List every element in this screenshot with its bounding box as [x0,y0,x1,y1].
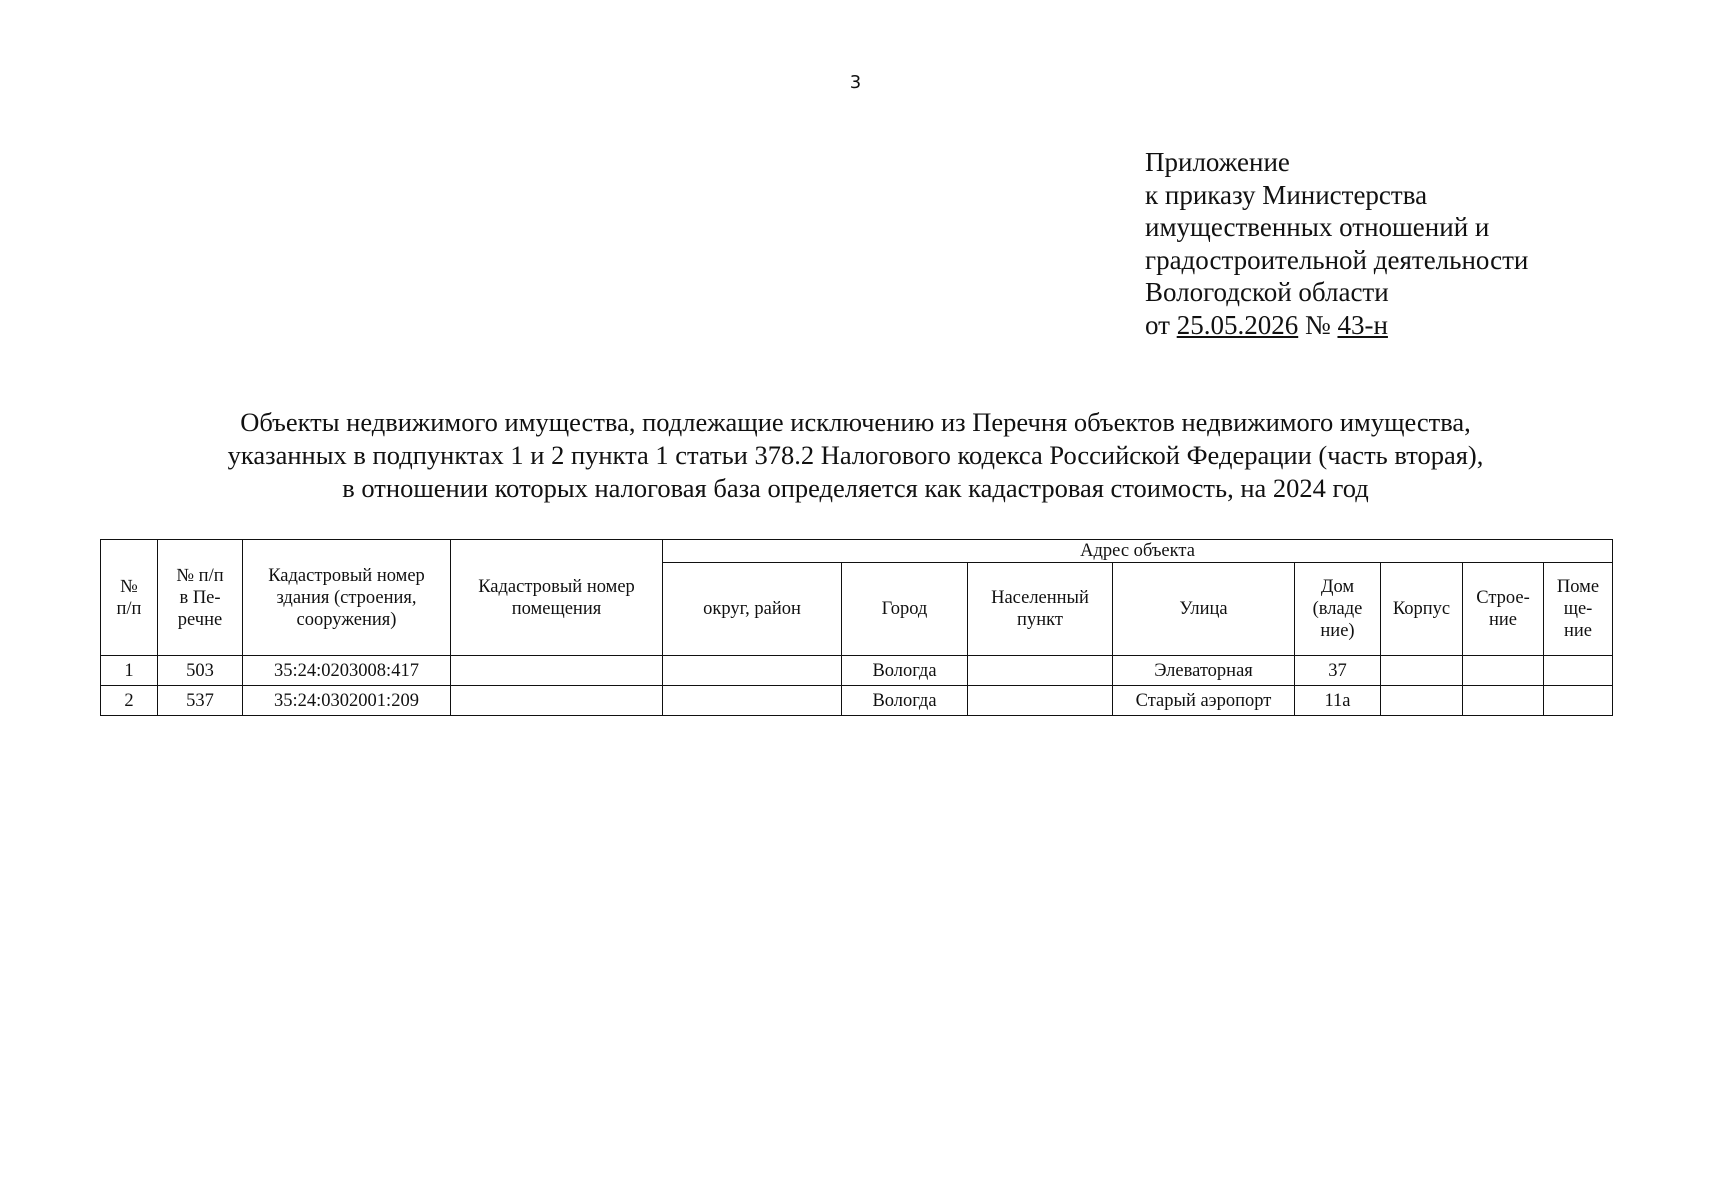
cell-pomeshchenie [1544,686,1613,716]
cell-num: 2 [101,686,158,716]
header-district: округ, район [663,563,842,656]
appendix-date-line [1145,309,1685,342]
cell-stroenie [1463,656,1544,686]
cell-building-cadastral: 35:24:0302001:209 [243,686,451,716]
date-prefix: от [1145,309,1177,340]
cell-house: 11а [1295,686,1381,716]
appendix-line: к приказу Министерства [1145,179,1428,210]
cell-korpus [1381,686,1463,716]
page-number: 3 [849,72,862,93]
table-row [101,686,1613,716]
header-city: Город [842,563,968,656]
header-korpus: Корпус [1381,563,1463,656]
cell-pomeshchenie [1544,656,1613,686]
cell-district [663,656,842,686]
header-stroenie: Строе- ние [1463,563,1544,656]
title-line: указанных в подпунктах 1 и 2 пункта 1 статьи 378.2 Налогового кодекса Российской Федерации (часть вторая), [227,440,1484,470]
cell-city: Вологда [842,686,968,716]
cell-num: 1 [101,656,158,686]
cell-district [663,686,842,716]
appendix-line: градостроительной деятельности [1145,244,1529,275]
header-settlement: Населенный пункт [968,563,1113,656]
title-line: Объекты недвижимого имущества, подлежащие исключению из Перечня объектов недвижимого имущества, [240,407,1471,437]
title-line: в отношении которых налоговая база определяется как кадастровая стоимость, на 2024 год [342,473,1369,503]
cell-house: 37 [1295,656,1381,686]
cell-city: Вологда [842,656,968,686]
objects-table [100,539,1613,716]
header-address-group: Адрес объекта [663,540,1613,563]
cell-street: Элеваторная [1113,656,1295,686]
cell-premises-cadastral [451,656,663,686]
appendix-block [1145,146,1685,341]
header-house: Дом (владе ние) [1295,563,1381,656]
appendix-line: Вологодской области [1145,277,1389,307]
cell-list-num: 503 [158,656,243,686]
header-num: № п/п [101,540,158,656]
header-pomeshchenie: Поме ще- ние [1544,563,1613,656]
cell-korpus [1381,656,1463,686]
cell-settlement [968,656,1113,686]
order-date: 25.05.2026 [1176,309,1299,340]
number-sign: № [1298,309,1338,340]
cell-list-num: 537 [158,686,243,716]
appendix-line: Приложение [1145,147,1290,177]
cell-premises-cadastral [451,686,663,716]
header-building-cadastral: Кадастровый номер здания (строения, сооружения) [243,540,451,656]
document-title [0,406,1711,505]
order-number: 43-н [1337,309,1388,340]
cell-building-cadastral: 35:24:0203008:417 [243,656,451,686]
appendix-line: имущественных отношений и [1145,212,1490,242]
header-premises-cadastral: Кадастровый номер помещения [451,540,663,656]
cell-street: Старый аэропорт [1113,686,1295,716]
table-row [101,656,1613,686]
header-list-num: № п/п в Пе- речне [158,540,243,656]
header-street: Улица [1113,563,1295,656]
cell-settlement [968,686,1113,716]
cell-stroenie [1463,686,1544,716]
